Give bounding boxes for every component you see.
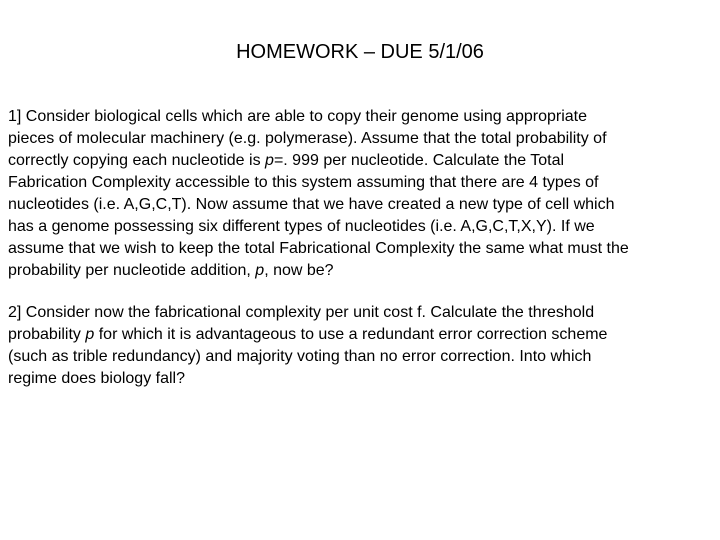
problem-2-line: 2] Consider now the fabricational complexity per unit cost f. Calculate the threshold [8,304,595,321]
problem-1-line: assume that we wish to keep the total Fabricational Complexity the same what must the [8,240,629,257]
problem-1-line: Fabrication Complexity accessible to this system assuming that there are 4 types of [8,174,599,191]
problem-1 [8,106,712,282]
variable-p: p [265,152,274,169]
problem-2 [8,302,712,390]
page-title: HOMEWORK – DUE 5/1/06 [236,41,484,63]
problem-1-line: probability per nucleotide addition, p, now be? [8,262,334,279]
problem-2-line: (such as trible redundancy) and majority voting than no error correction. Into which [8,348,592,365]
variable-p: p [255,262,265,279]
problem-1-line: has a genome possessing six different types of nucleotides (i.e. A,G,C,T,X,Y). If we [8,218,595,235]
problem-1-line: 1] Consider biological cells which are able to copy their genome using appropriate [8,108,587,125]
problem-1-line: pieces of molecular machinery (e.g. polymerase). Assume that the total probability of [8,130,607,147]
problem-2-line: probability p for which it is advantageous to use a redundant error correction scheme [8,326,608,343]
variable-p: p [85,326,95,343]
problem-1-line: nucleotides (i.e. A,G,C,T). Now assume that we have created a new type of cell which [8,196,615,213]
problem-2-line: regime does biology fall? [8,370,185,387]
problem-1-line: correctly copying each nucleotide is p=. 999 per nucleotide. Calculate the Total [8,152,565,169]
